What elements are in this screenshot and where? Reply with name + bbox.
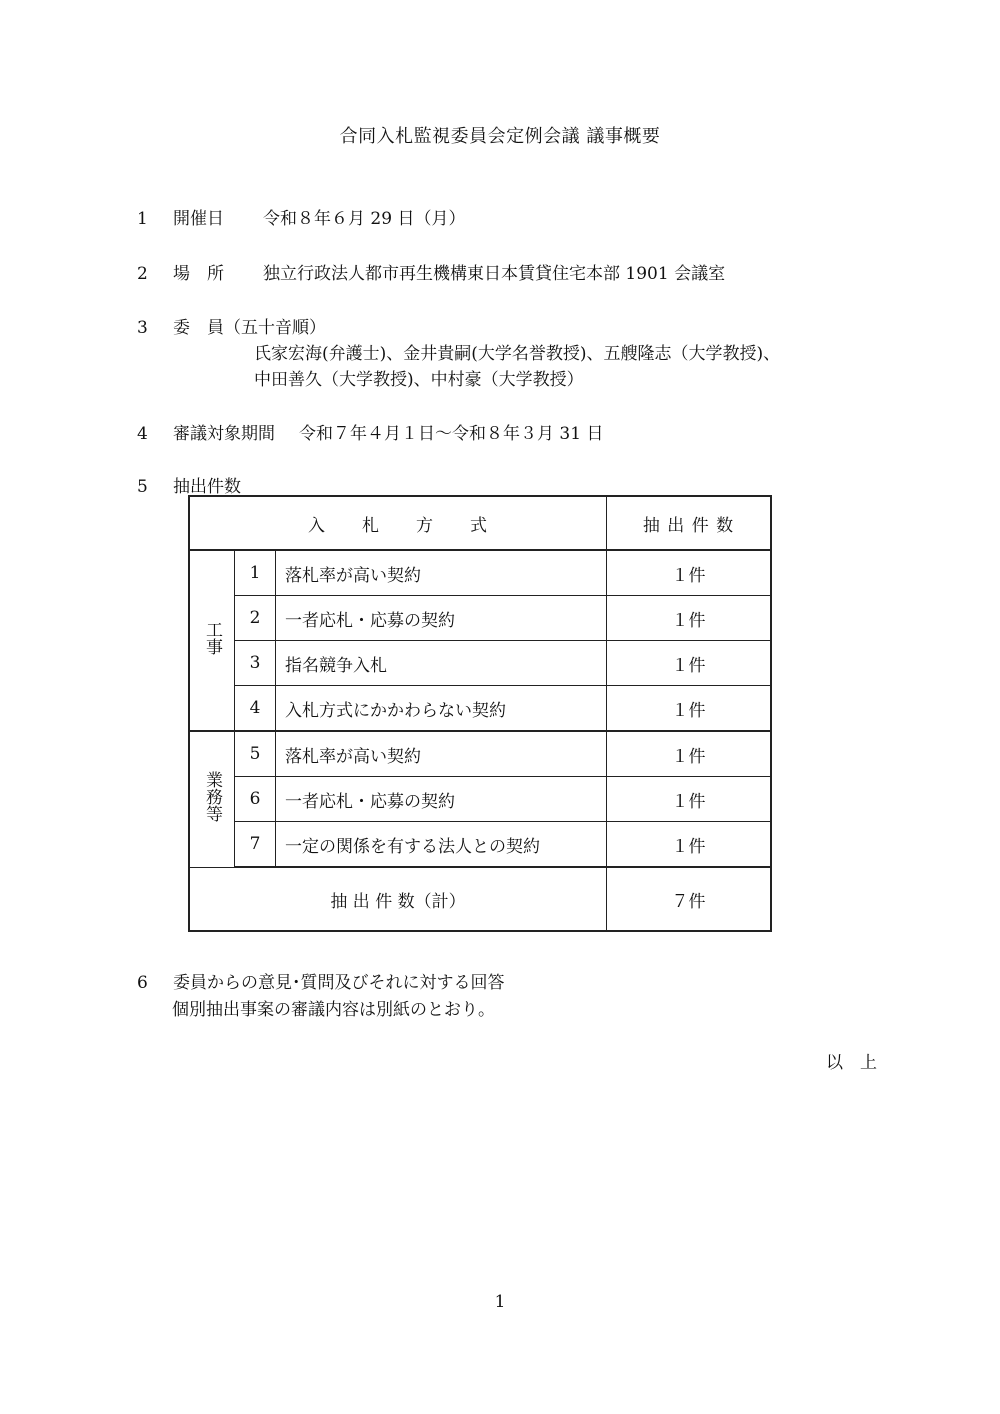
row-count: １件: [607, 686, 772, 732]
section-number: 4: [137, 424, 148, 444]
row-index: 2: [235, 596, 276, 641]
row-index: 1: [235, 550, 276, 596]
group-text: 工事: [202, 620, 222, 655]
members-line-1: 氏家宏海(弁護士)、金井貴嗣(大学名誉教授)、五艘隆志（大学教授)、: [254, 344, 781, 364]
table-total-row: [189, 867, 771, 931]
row-index: 4: [235, 686, 276, 732]
meeting-place: 独立行政法人都市再生機構東日本賃貸住宅本部 1901 会議室: [263, 264, 726, 284]
table-row: [189, 550, 771, 596]
row-method: 入札方式にかかわらない契約: [276, 686, 607, 732]
members-line-2: 中田善久（大学教授)、中村豪（大学教授）: [254, 370, 584, 390]
group-text: 業務等: [202, 770, 222, 822]
row-method: 一者応札・応募の契約: [276, 777, 607, 822]
header-method: 入 札 方 式: [189, 496, 607, 550]
section-label: 委員からの意見･質問及びそれに対する回答: [173, 973, 505, 993]
document-title: 合同入札監視委員会定例会議 議事概要: [339, 126, 661, 147]
table-row: [189, 641, 771, 686]
total-label: 抽 出 件 数（計）: [189, 867, 607, 931]
section-3-members: [137, 313, 326, 338]
section-number: 5: [137, 477, 148, 497]
table-row: [189, 596, 771, 641]
row-count: １件: [607, 550, 772, 596]
group-label-kouji: [189, 550, 235, 731]
group-label-gyomu: [189, 731, 235, 867]
section-number: 1: [137, 209, 148, 229]
section-1-date: [137, 204, 465, 229]
total-value: ７件: [607, 867, 772, 931]
row-method: 落札率が高い契約: [276, 731, 607, 777]
row-count: １件: [607, 777, 772, 822]
row-count: １件: [607, 596, 772, 641]
review-period: 令和７年４月１日～令和８年３月 31 日: [299, 424, 604, 444]
header-count: 抽 出 件 数: [607, 496, 772, 550]
opinions-note: 個別抽出事案の審議内容は別紙のとおり。: [172, 1000, 495, 1020]
row-index: 7: [235, 822, 276, 868]
row-index: 6: [235, 777, 276, 822]
section-label: 場 所: [173, 264, 224, 284]
row-index: 3: [235, 641, 276, 686]
section-number: 2: [137, 264, 148, 284]
closing-mark: 以 上: [826, 1053, 877, 1073]
row-count: １件: [607, 731, 772, 777]
row-index: 5: [235, 731, 276, 777]
section-label: 審議対象期間: [173, 424, 275, 444]
table-row: [189, 686, 771, 732]
section-2-place: [137, 259, 725, 284]
section-number: 3: [137, 318, 148, 338]
section-4-period: [137, 419, 603, 444]
section-5-count: [137, 472, 241, 497]
row-count: １件: [607, 822, 772, 868]
page-number: 1: [494, 1292, 506, 1312]
section-6-opinions: [137, 968, 505, 993]
table-row: [189, 822, 771, 868]
row-method: 落札率が高い契約: [276, 550, 607, 596]
section-label: 開催日: [173, 209, 224, 229]
extraction-table: [188, 495, 772, 932]
section-label: 抽出件数: [173, 477, 241, 497]
section-label: 委 員（五十音順）: [173, 318, 326, 338]
row-method: 一者応札・応募の契約: [276, 596, 607, 641]
table-row: [189, 731, 771, 777]
row-count: １件: [607, 641, 772, 686]
table-row: [189, 777, 771, 822]
row-method: 一定の関係を有する法人との契約: [276, 822, 607, 868]
row-method: 指名競争入札: [276, 641, 607, 686]
meeting-date: 令和８年６月 29 日（月）: [263, 209, 466, 229]
section-number: 6: [137, 973, 148, 993]
table-header-row: [189, 496, 771, 550]
